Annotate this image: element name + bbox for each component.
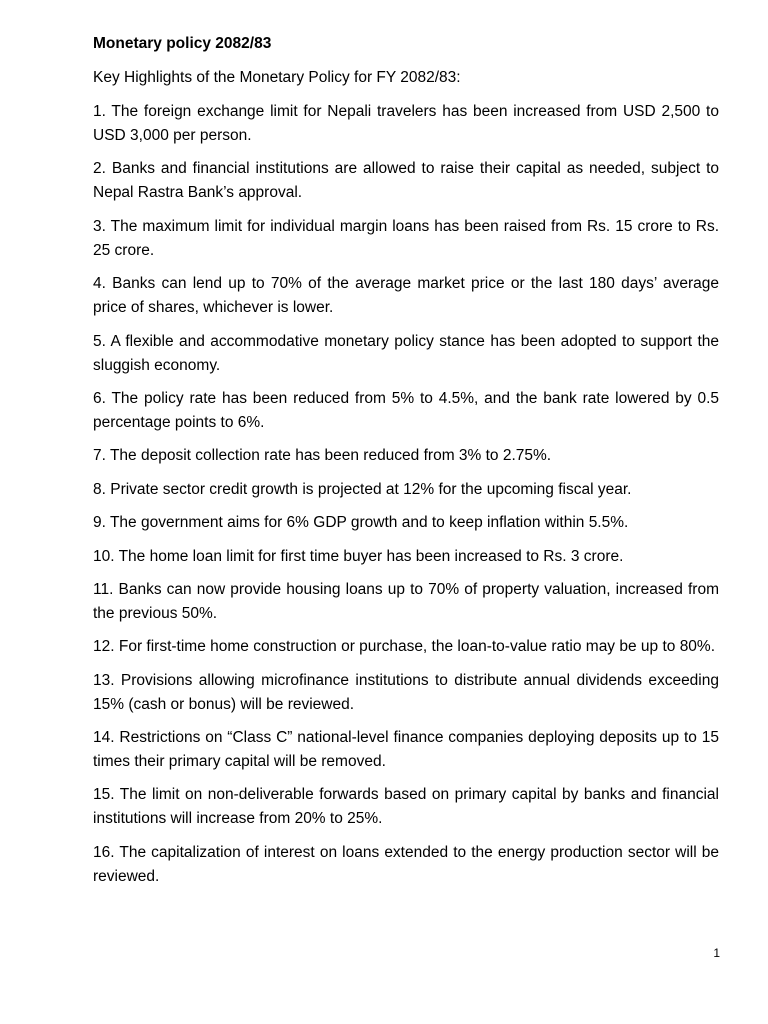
highlight-item: 14. Restrictions on “Class C” national-level finance companies deploying deposits up to 15 times their primary capital will be removed. [93, 729, 719, 771]
highlight-item: 4. Banks can lend up to 70% of the average market price or the last 180 days’ average price of shares, whichever is lower. [93, 275, 719, 317]
highlight-item: 9. The government aims for 6% GDP growth and to keep inflation within 5.5%. [93, 514, 629, 532]
highlight-item: 6. The policy rate has been reduced from 5% to 4.5%, and the bank rate lowered by 0.5 percentage points to 6%. [93, 389, 719, 431]
document-page [93, 32, 719, 898]
highlight-item: 11. Banks can now provide housing loans up to 70% of property valuation, increased from the previous 50%. [93, 580, 719, 622]
highlight-item: 3. The maximum limit for individual margin loans has been raised from Rs. 15 crore to Rs. 25 crore. [93, 217, 719, 259]
highlight-item: 10. The home loan limit for first time buyer has been increased to Rs. 3 crore. [93, 547, 624, 565]
highlight-item: 7. The deposit collection rate has been reduced from 3% to 2.75%. [93, 447, 552, 465]
highlight-item: 15. The limit on non-deliverable forwards based on primary capital by banks and financial institutions will increase from 20% to 25%. [93, 786, 719, 828]
highlights-list [93, 100, 719, 889]
page-number: 1 [713, 946, 720, 960]
highlight-item: 1. The foreign exchange limit for Nepali travelers has been increased from USD 2,500 to USD 3,000 per person. [93, 103, 719, 144]
highlight-item: 16. The capitalization of interest on loans extended to the energy production sector will be reviewed. [93, 843, 719, 885]
highlight-item: 2. Banks and financial institutions are allowed to raise their capital as needed, subject to Nepal Rastra Bank’s approval. [93, 160, 719, 202]
highlight-item: 12. For first-time home construction or purchase, the loan-to-value ratio may be up to 80%. [93, 638, 716, 656]
highlight-item: 5. A flexible and accommodative monetary policy stance has been adopted to support the sluggish economy. [93, 332, 719, 374]
highlight-item: 13. Provisions allowing microfinance institutions to distribute annual dividends exceeding 15% (cash or bonus) will be reviewed. [93, 671, 719, 713]
highlight-item: 8. Private sector credit growth is projected at 12% for the upcoming fiscal year. [93, 480, 632, 498]
document-title: Monetary policy 2082/83 [93, 35, 272, 52]
document-intro: Key Highlights of the Monetary Policy for FY 2082/83: [93, 69, 461, 86]
